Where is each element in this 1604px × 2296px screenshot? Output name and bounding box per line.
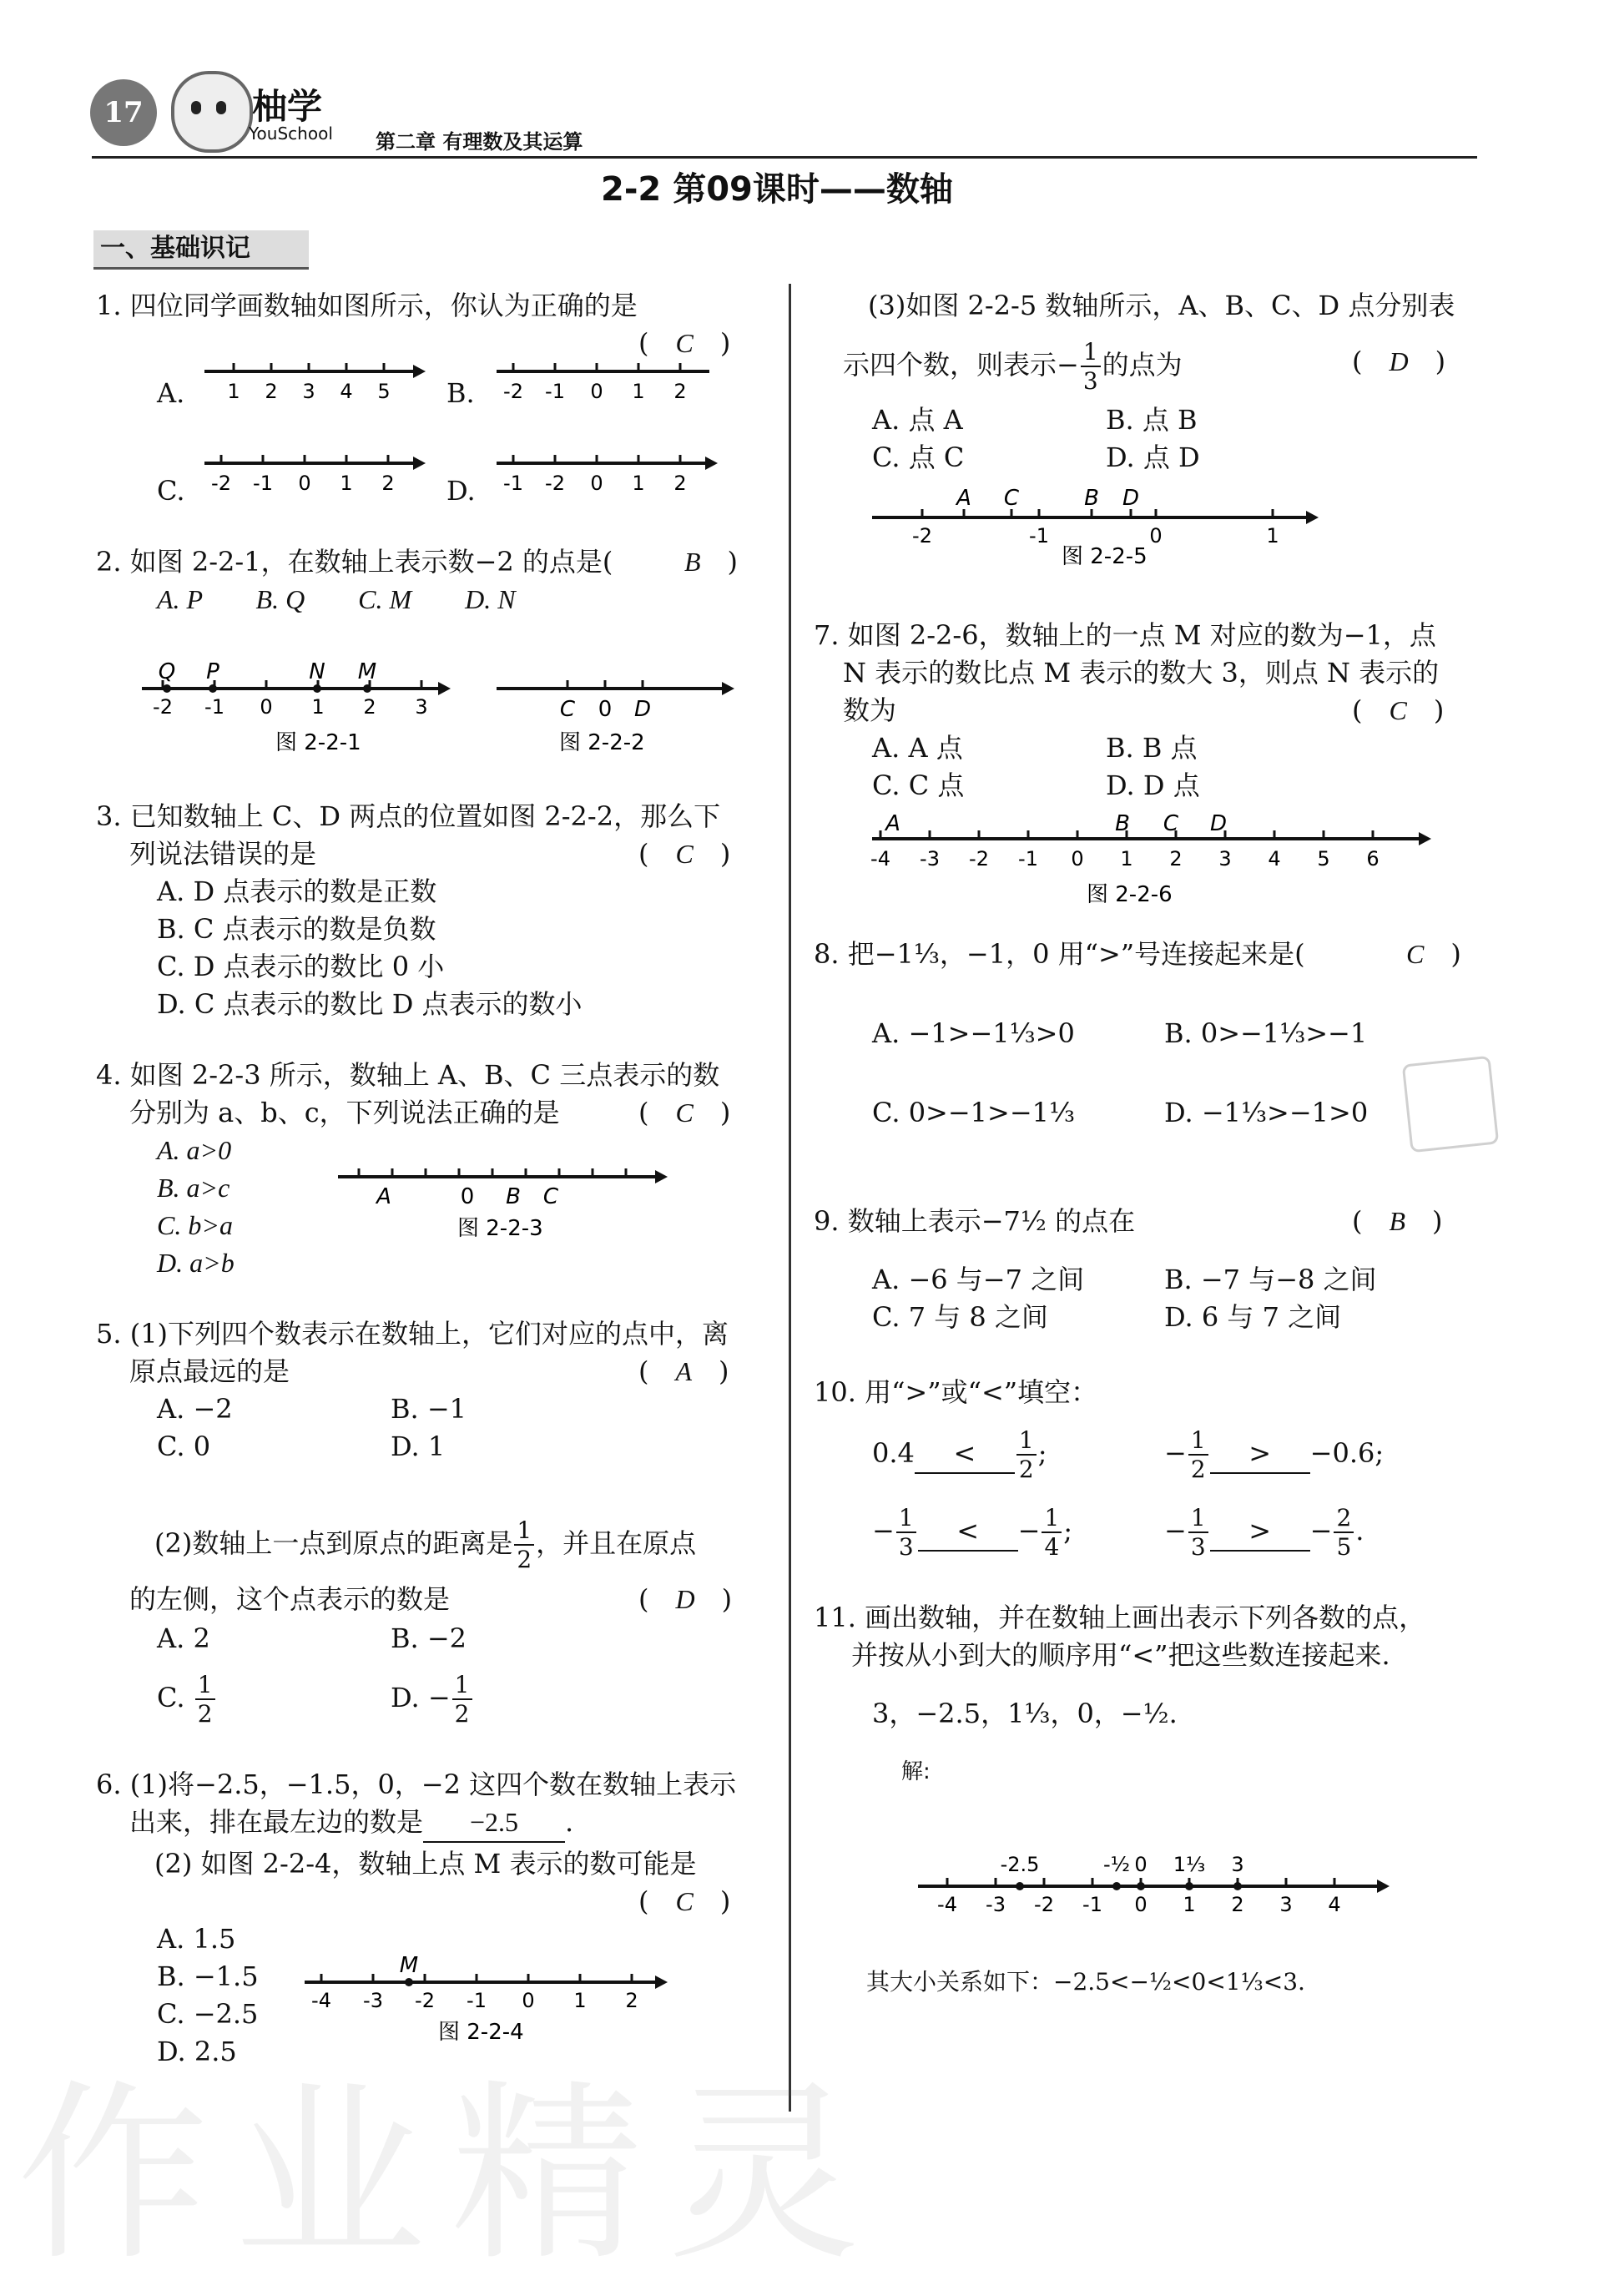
fig-2-2-4-caption: 图 2-2-4 <box>438 2020 524 2045</box>
q1c-tick-label: -2 <box>211 472 231 495</box>
watermark-text: 作业精灵 <box>17 2064 885 2287</box>
f11-point <box>1016 1882 1024 1890</box>
frac-den: 3 <box>1082 367 1098 395</box>
q6-opt-a: A. 1.5 <box>157 1923 236 1955</box>
q5-opt1-d: D. 1 <box>391 1431 446 1462</box>
q7-answer-paren: ( C ) <box>1352 694 1445 726</box>
q6-3-stem1: (3)如图 2-2-5 数轴所示，A、B、C、D 点分别表 <box>868 290 1455 321</box>
f226-tick-label: 4 <box>1268 847 1281 870</box>
f11-tick-label: 2 <box>1231 1893 1244 1916</box>
f224-tick-label: -1 <box>467 1989 487 2012</box>
q4-opt-a: A. a>0 <box>157 1135 232 1165</box>
f221-point <box>163 684 171 693</box>
frac-den-4: 4 <box>1044 1533 1060 1561</box>
q1c-tick-label: 1 <box>340 472 353 495</box>
q1-axis-a <box>200 355 426 413</box>
f11-point <box>1233 1882 1242 1890</box>
q8-opt-d: D. −1⅓>−1>0 <box>1164 1097 1369 1128</box>
f225-point-label: B <box>1084 486 1099 511</box>
q11-number-line <box>914 1828 1398 1920</box>
q1d-tick-label: -2 <box>545 472 565 495</box>
f223-point-label: 0 <box>460 1184 475 1209</box>
fig-2-2-1 <box>138 651 455 759</box>
f11-tick-label: 1 <box>1183 1893 1196 1916</box>
frac-num: 1 <box>514 1519 534 1546</box>
q11-solution-label: 解: <box>901 1759 931 1784</box>
q1a-tick-label: 4 <box>340 380 353 403</box>
frac-num: 1 <box>1016 1429 1037 1456</box>
q6-stem3: (2) 如图 2-2-4，数轴上点 M 表示的数可能是 <box>154 1848 697 1880</box>
q10-r2-frac-b <box>1042 1506 1062 1559</box>
f221-tick-label: -1 <box>204 695 224 719</box>
q10-row2-left: − $\frac{1}{3}$ < − $\frac{1}{4}$ ; <box>872 1504 1073 1561</box>
q6-3-stem2b: 的点为 <box>1102 349 1183 381</box>
q7-opt-a: A. A 点 <box>872 732 963 764</box>
f225-point-label: C <box>1003 486 1020 511</box>
q9-answer: B <box>1389 1206 1406 1236</box>
f11-point-label: 1⅓ <box>1173 1853 1206 1876</box>
f11-tick-label: -4 <box>937 1893 957 1916</box>
fig-2-2-6 <box>868 805 1444 910</box>
frac-den: 3 <box>898 1533 914 1561</box>
q9-stem: 9. 数轴上表示−7½ 的点在 <box>814 1205 1136 1237</box>
page-number: 17 <box>103 96 144 129</box>
f224-tick-label: 1 <box>573 1989 587 2012</box>
fig-2-2-2-caption: 图 2-2-2 <box>559 730 645 755</box>
q10-row2-right: − $\frac{1}{3}$ > − $\frac{2}{5}$ . <box>1164 1504 1364 1561</box>
q7-stem2: N 表示的数比点 M 表示的数大 3，则点 N 表示的 <box>843 657 1440 689</box>
q6-3-answer-paren: ( D ) <box>1352 346 1446 377</box>
q1b-tick-label: 0 <box>590 380 603 403</box>
f225-tick-label: -1 <box>1029 524 1049 548</box>
f225-point-label: A <box>956 486 971 511</box>
q1b-tick-label: 2 <box>673 380 687 403</box>
fig-2-2-5 <box>868 480 1335 576</box>
f221-point-label: M <box>357 659 377 684</box>
q3-opt-b: B. C 点表示的数是负数 <box>157 913 436 945</box>
q10-r1-value: 0.4 <box>872 1437 915 1469</box>
q1d-tick-label: 2 <box>673 472 687 495</box>
q9-opt-d: D. 6 与 7 之间 <box>1164 1301 1342 1333</box>
frac-den: 2 <box>517 1546 532 1573</box>
brand-sub: YouSchool <box>249 124 333 144</box>
frac-num-2: 2 <box>1334 1506 1354 1533</box>
fig-2-2-2 <box>492 651 759 759</box>
q10-row1-left: 0.4 < $\frac{1}{2}$ ; <box>872 1426 1047 1483</box>
q8-opt-c: C. 0>−1>−1⅓ <box>872 1097 1076 1128</box>
q5-answer2: D <box>675 1584 695 1614</box>
q3-opt-c: C. D 点表示的数比 0 小 <box>157 951 445 982</box>
column-divider <box>789 284 791 2112</box>
q4-stem2: 分别为 a、b、c，下列说法正确的是 <box>129 1097 560 1128</box>
q10-r1b-tail: −0.6; <box>1309 1437 1385 1469</box>
f224-tick-label: -2 <box>415 1989 435 2012</box>
q11-stem2: 并按从小到大的顺序用“<”把这些数连接起来. <box>851 1639 1390 1671</box>
f226-tick-label: 0 <box>1071 847 1084 870</box>
q5-answer2-paren: ( D ) <box>638 1583 733 1615</box>
f221-point <box>209 684 217 693</box>
f225-tick-label: 0 <box>1149 524 1163 548</box>
f11-point <box>1185 1882 1193 1890</box>
q3-stem2: 列说法错误的是 <box>129 838 317 870</box>
f225-tick-label: -2 <box>912 524 932 548</box>
q2-stem: 2. 如图 2-2-1，在数轴上表示数−2 的点是( <box>96 546 613 578</box>
q5-opt1-b: B. −1 <box>391 1393 467 1425</box>
f225-tick-label: 1 <box>1266 524 1279 548</box>
f11-point <box>1137 1882 1145 1890</box>
f223-point-label: C <box>542 1184 559 1209</box>
q1-opt-a: A. <box>157 377 185 409</box>
f223-point-label: A <box>376 1184 391 1209</box>
q1-axis-b <box>492 355 718 413</box>
fig-2-2-3 <box>334 1160 684 1244</box>
q10-blank-4: > <box>1210 1511 1310 1552</box>
f221-point <box>313 684 321 693</box>
q4-opt-d: D. a>b <box>157 1248 235 1278</box>
frac-num: 1 <box>1081 341 1101 367</box>
q1a-tick-label: 5 <box>377 380 391 403</box>
f226-tick-label: -2 <box>969 847 989 870</box>
q10-row1-right: − $\frac{1}{2}$ > −0.6; <box>1164 1426 1385 1483</box>
f222-point-label: 0 <box>598 697 613 722</box>
f224-tick-label: -3 <box>363 1989 383 2012</box>
f221-point <box>363 684 371 693</box>
q5-opt2-c-label: C. <box>157 1682 185 1713</box>
q4-answer: C <box>675 1098 694 1128</box>
q2-answer-paren: B ) <box>684 546 739 578</box>
q1b-tick-label: -1 <box>545 380 565 403</box>
q10-blank-3: < <box>918 1511 1018 1552</box>
f221-point-label: N <box>309 659 325 684</box>
q1c-tick-label: 0 <box>298 472 311 495</box>
q5-stem1: 5. (1)下列四个数表示在数轴上，它们对应的点中，离 <box>96 1318 729 1350</box>
q1a-tick-label: 2 <box>265 380 278 403</box>
q6-3-opt-c: C. 点 C <box>872 442 965 473</box>
q9-opt-a: A. −6 与−7 之间 <box>872 1264 1085 1295</box>
q9-opt-c: C. 7 与 8 之间 <box>872 1301 1048 1333</box>
q2-answer: B <box>684 547 701 577</box>
f11-point-label: -2.5 <box>1000 1853 1040 1876</box>
q6-opt-c: C. −2.5 <box>157 1998 259 2030</box>
brand-name: 柚学 <box>252 86 323 127</box>
frac-den: 2 <box>1018 1456 1034 1483</box>
f226-point-label: D <box>1209 811 1228 836</box>
f221-tick-label: 1 <box>311 695 325 719</box>
q6-blank: −2.5 <box>423 1803 565 1843</box>
q6-3-answer: D <box>1389 346 1409 376</box>
section-heading: 一、基础识记 <box>93 230 309 270</box>
q8-opt-a: A. −1>−1⅓>0 <box>872 1017 1075 1049</box>
q6-stem1: 6. (1)将−2.5，−1.5，0，−2 这四个数在数轴上表示 <box>96 1769 737 1800</box>
chapter-title: 第二章 有理数及其运算 <box>376 130 583 154</box>
q1-answer-paren: ( C ) <box>638 327 731 359</box>
f11-point-label: 3 <box>1231 1853 1244 1876</box>
frac-den: 2 <box>1190 1456 1206 1483</box>
q6-answer: C <box>675 1886 694 1916</box>
q6-3-stem2 <box>843 338 1183 395</box>
frac-den: 2 <box>454 1700 470 1728</box>
q1-axis-d <box>492 447 718 505</box>
q5-opt2-d-frac <box>452 1673 472 1726</box>
fig-2-2-6-caption: 图 2-2-6 <box>1087 882 1173 907</box>
q1-opt-c: C. <box>157 475 185 507</box>
f221-tick-label: 0 <box>260 695 273 719</box>
f221-point-label: Q <box>158 659 176 684</box>
q3-opt-d: D. C 点表示的数比 D 点表示的数小 <box>157 988 583 1020</box>
f221-tick-label: -2 <box>153 695 173 719</box>
q6-opt-b: B. −1.5 <box>157 1960 259 1992</box>
q5-opt2-c <box>157 1673 217 1726</box>
q5-stem2: 原点最远的是 <box>129 1355 290 1387</box>
q5-answer1-paren: ( A ) <box>638 1355 729 1387</box>
f11-point-label: 0 <box>1134 1853 1148 1876</box>
f11-tick-label: -3 <box>986 1893 1006 1916</box>
q1a-tick-label: 3 <box>302 380 315 403</box>
f226-point-label: A <box>885 811 900 836</box>
q5-stem3 <box>154 1516 697 1573</box>
f225-point-label: D <box>1122 486 1140 511</box>
f226-tick-label: -1 <box>1018 847 1038 870</box>
frac-den: 2 <box>197 1700 213 1728</box>
q10-r1-frac <box>1016 1426 1037 1483</box>
f222-point-label: D <box>633 697 652 722</box>
q6-3-frac <box>1081 338 1101 395</box>
q1d-tick-label: 1 <box>632 472 645 495</box>
fig-2-2-3-caption: 图 2-2-3 <box>457 1216 543 1241</box>
frac-num: 1 <box>1188 1429 1208 1456</box>
q5-stem3-b: ，并且在原点 <box>536 1527 697 1559</box>
f226-point-label: B <box>1115 811 1130 836</box>
f223-point-label: B <box>506 1184 521 1209</box>
logo-mascot-icon <box>171 71 253 153</box>
frac-num: 1 <box>1042 1506 1062 1533</box>
q5-frac <box>514 1516 534 1573</box>
frac-num: 1 <box>896 1506 916 1533</box>
q10-blank-1: < <box>915 1434 1015 1474</box>
q1-answer: C <box>675 328 694 358</box>
q6-3-stem2a: 示四个数，则表示− <box>843 349 1079 381</box>
f11-point-label: -½ <box>1103 1853 1130 1876</box>
f226-tick-label: 6 <box>1366 847 1380 870</box>
q9-answer-paren: ( B ) <box>1352 1205 1443 1237</box>
q4-opt-c: C. b>a <box>157 1210 233 1240</box>
q1c-tick-label: 2 <box>381 472 395 495</box>
q5-answer1: A <box>675 1356 693 1386</box>
q3-answer: C <box>675 839 694 869</box>
q1d-tick-label: -1 <box>503 472 523 495</box>
f224-point <box>405 1978 413 1986</box>
q6-3-opt-d: D. 点 D <box>1106 442 1200 473</box>
f226-point-label: C <box>1163 811 1179 836</box>
q3-opt-a: A. D 点表示的数是正数 <box>157 876 437 907</box>
page-number-badge <box>90 79 157 146</box>
f226-tick-label: 1 <box>1120 847 1133 870</box>
fig-2-2-1-caption: 图 2-2-1 <box>275 730 361 755</box>
q5-opt2-b: B. −2 <box>391 1622 467 1654</box>
f224-tick-label: 2 <box>625 1989 638 2012</box>
f11-tick-label: 0 <box>1134 1893 1148 1916</box>
q1d-tick-label: 0 <box>590 472 603 495</box>
q10-stem: 10. 用“>”或“<”填空： <box>814 1376 1098 1408</box>
frac-num: 1 <box>1188 1506 1208 1533</box>
stamp-watermark-icon <box>1402 1056 1499 1153</box>
q1b-tick-label: -2 <box>503 380 523 403</box>
q1-stem: 1. 四位同学画数轴如图所示，你认为正确的是 <box>96 290 638 321</box>
q7-stem3: 数为 <box>843 694 897 726</box>
q2-options: A. P B. Q C. M D. N <box>157 584 516 614</box>
q5-opt2-a: A. 2 <box>157 1622 210 1654</box>
f11-tick-label: 4 <box>1328 1893 1341 1916</box>
q1c-tick-label: -1 <box>253 472 273 495</box>
q6-stem2: 出来，排在最左边的数是 −2.5 . <box>129 1803 573 1843</box>
frac-num: 1 <box>452 1673 472 1700</box>
f226-tick-label: 2 <box>1169 847 1183 870</box>
q4-answer-paren: ( C ) <box>638 1097 731 1128</box>
q1-opt-b: B. <box>446 377 475 409</box>
q5-opt2-c-frac <box>195 1673 215 1726</box>
q8-answer: C <box>1406 939 1425 969</box>
f11-point <box>1112 1882 1121 1890</box>
frac-den: 3 <box>1190 1533 1206 1561</box>
f11-tick-label: 3 <box>1279 1893 1293 1916</box>
q3-answer-paren: ( C ) <box>638 838 731 870</box>
f226-tick-label: -3 <box>920 847 940 870</box>
f226-tick-label: -4 <box>870 847 890 870</box>
f226-tick-label: 3 <box>1218 847 1232 870</box>
q1a-tick-label: 1 <box>227 380 240 403</box>
q1-axis-c <box>200 447 426 505</box>
f221-point-label: P <box>206 659 219 684</box>
q10-r2-frac-a <box>896 1506 916 1559</box>
q11-numbers: 3，−2.5，1⅓，0，−½. <box>872 1698 1178 1729</box>
q10-r1b-frac <box>1188 1426 1208 1483</box>
f11-tick-label: -2 <box>1034 1893 1054 1916</box>
q6-stem2-text: 出来，排在最左边的数是 <box>129 1806 424 1838</box>
q4-stem1: 4. 如图 2-2-3 所示，数轴上 A、B、C 三点表示的数 <box>96 1059 720 1091</box>
f224-tick-label: 0 <box>522 1989 535 2012</box>
frac-num: 1 <box>195 1673 215 1700</box>
f221-tick-label: 3 <box>415 695 428 719</box>
q10-r2-frac-d <box>1334 1506 1354 1559</box>
q6-opt-d: D. 2.5 <box>157 2036 237 2067</box>
q1b-tick-label: 1 <box>632 380 645 403</box>
q6-3-opt-a: A. 点 A <box>872 404 963 436</box>
q5-opt2-d-label: D. − <box>391 1682 451 1713</box>
q5-opt2-d <box>391 1673 474 1726</box>
q3-stem1: 3. 已知数轴上 C、D 两点的位置如图 2-2-2，那么下 <box>96 800 721 832</box>
f224-tick-label: -4 <box>311 1989 331 2012</box>
header-rule <box>92 156 1477 159</box>
q1-opt-d: D. <box>446 475 476 507</box>
q9-opt-b: B. −7 与−8 之间 <box>1164 1264 1377 1295</box>
q5-opt1-c: C. 0 <box>157 1431 211 1462</box>
q11-result: 其大小关系如下：−2.5<−½<0<1⅓<3. <box>866 1968 1305 1996</box>
f221-tick-label: 2 <box>363 695 376 719</box>
q11-stem1: 11. 画出数轴，并在数轴上画出表示下列各数的点， <box>814 1602 1426 1633</box>
q5-stem3-a: (2)数轴上一点到原点的距离是 <box>154 1527 513 1559</box>
q6-3-opt-b: B. 点 B <box>1106 404 1198 436</box>
frac-den-5: 5 <box>1336 1533 1352 1561</box>
q8-answer-paren: C ) <box>1406 938 1461 970</box>
q8-stem: 8. 把−1⅓，−1，0 用“>”号连接起来是( <box>814 938 1305 970</box>
q8-opt-b: B. 0>−1⅓>−1 <box>1164 1017 1368 1049</box>
q4-opt-b: B. a>c <box>157 1173 230 1203</box>
page-title: 2-2 第09课时——数轴 <box>601 170 953 209</box>
q7-opt-d: D. D 点 <box>1106 770 1200 801</box>
f11-tick-label: -1 <box>1082 1893 1102 1916</box>
q10-r2-frac-c <box>1188 1506 1208 1559</box>
f222-point-label: C <box>559 697 576 722</box>
q5-stem4: 的左侧，这个点表示的数是 <box>129 1583 451 1615</box>
q7-opt-b: B. B 点 <box>1106 732 1198 764</box>
f224-point-label: M <box>399 1953 419 1978</box>
q6-answer-paren: ( C ) <box>638 1885 731 1917</box>
q5-opt1-a: A. −2 <box>157 1393 233 1425</box>
q7-opt-c: C. C 点 <box>872 770 965 801</box>
fig-2-2-5-caption: 图 2-2-5 <box>1062 544 1148 569</box>
q10-blank-2: > <box>1210 1434 1310 1474</box>
q7-stem1: 7. 如图 2-2-6，数轴上的一点 M 对应的数为−1，点 <box>814 619 1436 651</box>
q7-answer: C <box>1389 695 1407 725</box>
f226-tick-label: 5 <box>1317 847 1330 870</box>
